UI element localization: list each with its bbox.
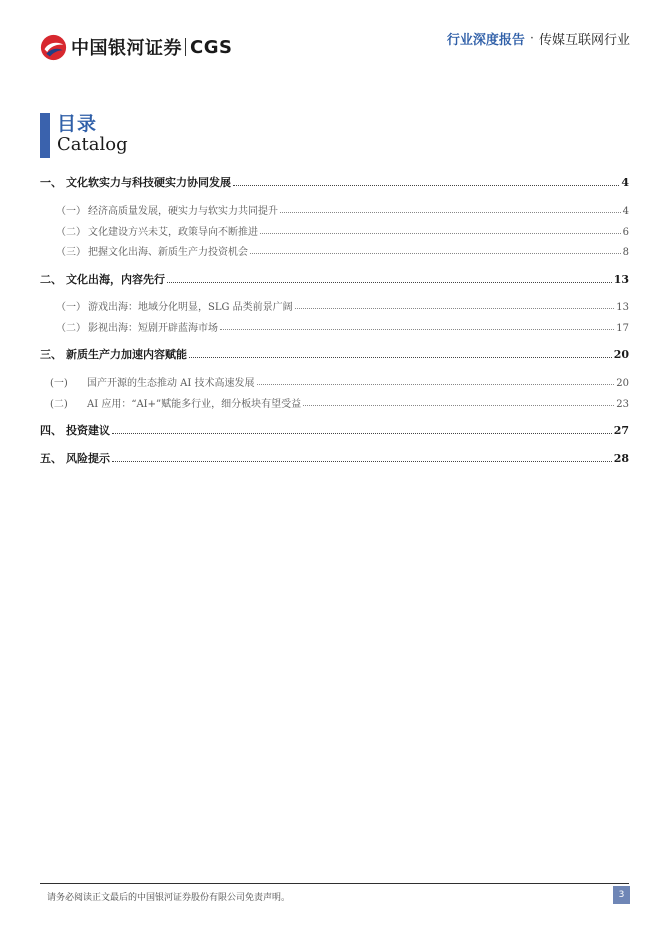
toc-text: 文化建设方兴未艾，政策导向不断推进 [88, 227, 258, 238]
toc-index: (二) [50, 399, 68, 410]
toc-page: 17 [616, 323, 629, 334]
toc-title-cn: 目录 [57, 113, 98, 135]
company-logo [40, 33, 232, 61]
toc-text: 风险提示 [66, 452, 110, 465]
logo-wordmark [71, 34, 232, 60]
toc-entry[interactable] [50, 395, 629, 410]
toc-text: 把握文化出海、新质生产力投资机会 [88, 247, 248, 258]
toc-index: 二、 [40, 273, 62, 286]
toc-page: 8 [622, 247, 629, 258]
toc-page: 4 [621, 176, 629, 189]
toc-leader [257, 384, 615, 385]
toc-leader [260, 233, 621, 234]
toc-leader [189, 357, 612, 358]
toc-page: 23 [616, 399, 629, 410]
toc-index: （三） [56, 247, 86, 258]
toc-index: （一） [56, 302, 86, 313]
toc-entry[interactable] [40, 450, 629, 466]
header-report-info [447, 29, 630, 48]
toc-text: 新质生产力加速内容赋能 [66, 348, 187, 361]
toc-leader [250, 253, 621, 254]
toc-page: 28 [613, 452, 629, 465]
toc-entry[interactable] [40, 422, 629, 438]
toc-text: AI 应用：“AI+”赋能多行业，细分板块有望受益 [87, 399, 302, 410]
toc-page: 6 [622, 227, 629, 238]
toc-leader [233, 185, 619, 186]
toc-index: （一） [56, 206, 86, 217]
toc-page: 20 [616, 378, 629, 389]
report-type: 行业深度报告 [446, 33, 525, 48]
toc-page: 13 [613, 273, 629, 286]
title-accent-bar [40, 113, 50, 158]
toc-text: 文化软实力与科技硬实力协同发展 [66, 176, 231, 189]
footer-disclaimer: 请务必阅读正文最后的中国银河证券股份有限公司免责声明。 [47, 893, 291, 903]
toc-index: 五、 [40, 452, 62, 465]
toc-leader [303, 405, 614, 406]
logo-divider [185, 38, 186, 56]
toc-entry[interactable] [40, 346, 629, 362]
toc-text: 影视出海：短剧开辟蓝海市场 [88, 323, 218, 334]
toc-leader [220, 329, 614, 330]
footer-divider [40, 883, 629, 884]
galaxy-logo-icon [40, 34, 67, 61]
header-separator: · [529, 31, 534, 46]
logo-abbr: CGS [190, 36, 233, 58]
industry-name: 传媒互联网行业 [538, 33, 630, 48]
toc-title-en: Catalog [57, 134, 128, 155]
toc-index: 一、 [40, 176, 62, 189]
toc-index: (一) [50, 378, 68, 389]
toc-index: 三、 [40, 348, 62, 361]
toc-entry[interactable] [56, 223, 629, 238]
toc-entry[interactable] [56, 298, 629, 313]
toc-leader [112, 433, 612, 434]
toc-leader [295, 308, 615, 309]
toc-text: 文化出海，内容先行 [66, 273, 165, 286]
toc-entry[interactable] [40, 271, 629, 287]
toc-page: 13 [616, 302, 629, 313]
toc-entry[interactable] [50, 374, 629, 389]
toc-entry[interactable] [40, 174, 629, 190]
toc-text: 投资建议 [66, 424, 110, 437]
toc-index: （二） [56, 227, 86, 238]
toc-leader [112, 461, 612, 462]
toc-page: 4 [622, 206, 629, 217]
toc-index: （二） [56, 323, 86, 334]
logo-cn-name: 中国银河证券 [71, 38, 182, 59]
page-number-badge: 3 [613, 886, 630, 904]
toc-entry[interactable] [56, 319, 629, 334]
toc-page: 27 [613, 424, 629, 437]
toc-text: 经济高质量发展，硬实力与软实力共同提升 [88, 206, 278, 217]
toc-entry[interactable] [56, 202, 629, 217]
toc-leader [167, 282, 612, 283]
toc-index: 四、 [40, 424, 62, 437]
toc-text: 国产开源的生态推动 AI 技术高速发展 [87, 378, 255, 389]
toc-text: 游戏出海：地域分化明显，SLG 品类前景广阔 [88, 302, 293, 313]
toc-entry[interactable] [56, 243, 629, 258]
toc-leader [280, 212, 621, 213]
toc-page: 20 [613, 348, 629, 361]
